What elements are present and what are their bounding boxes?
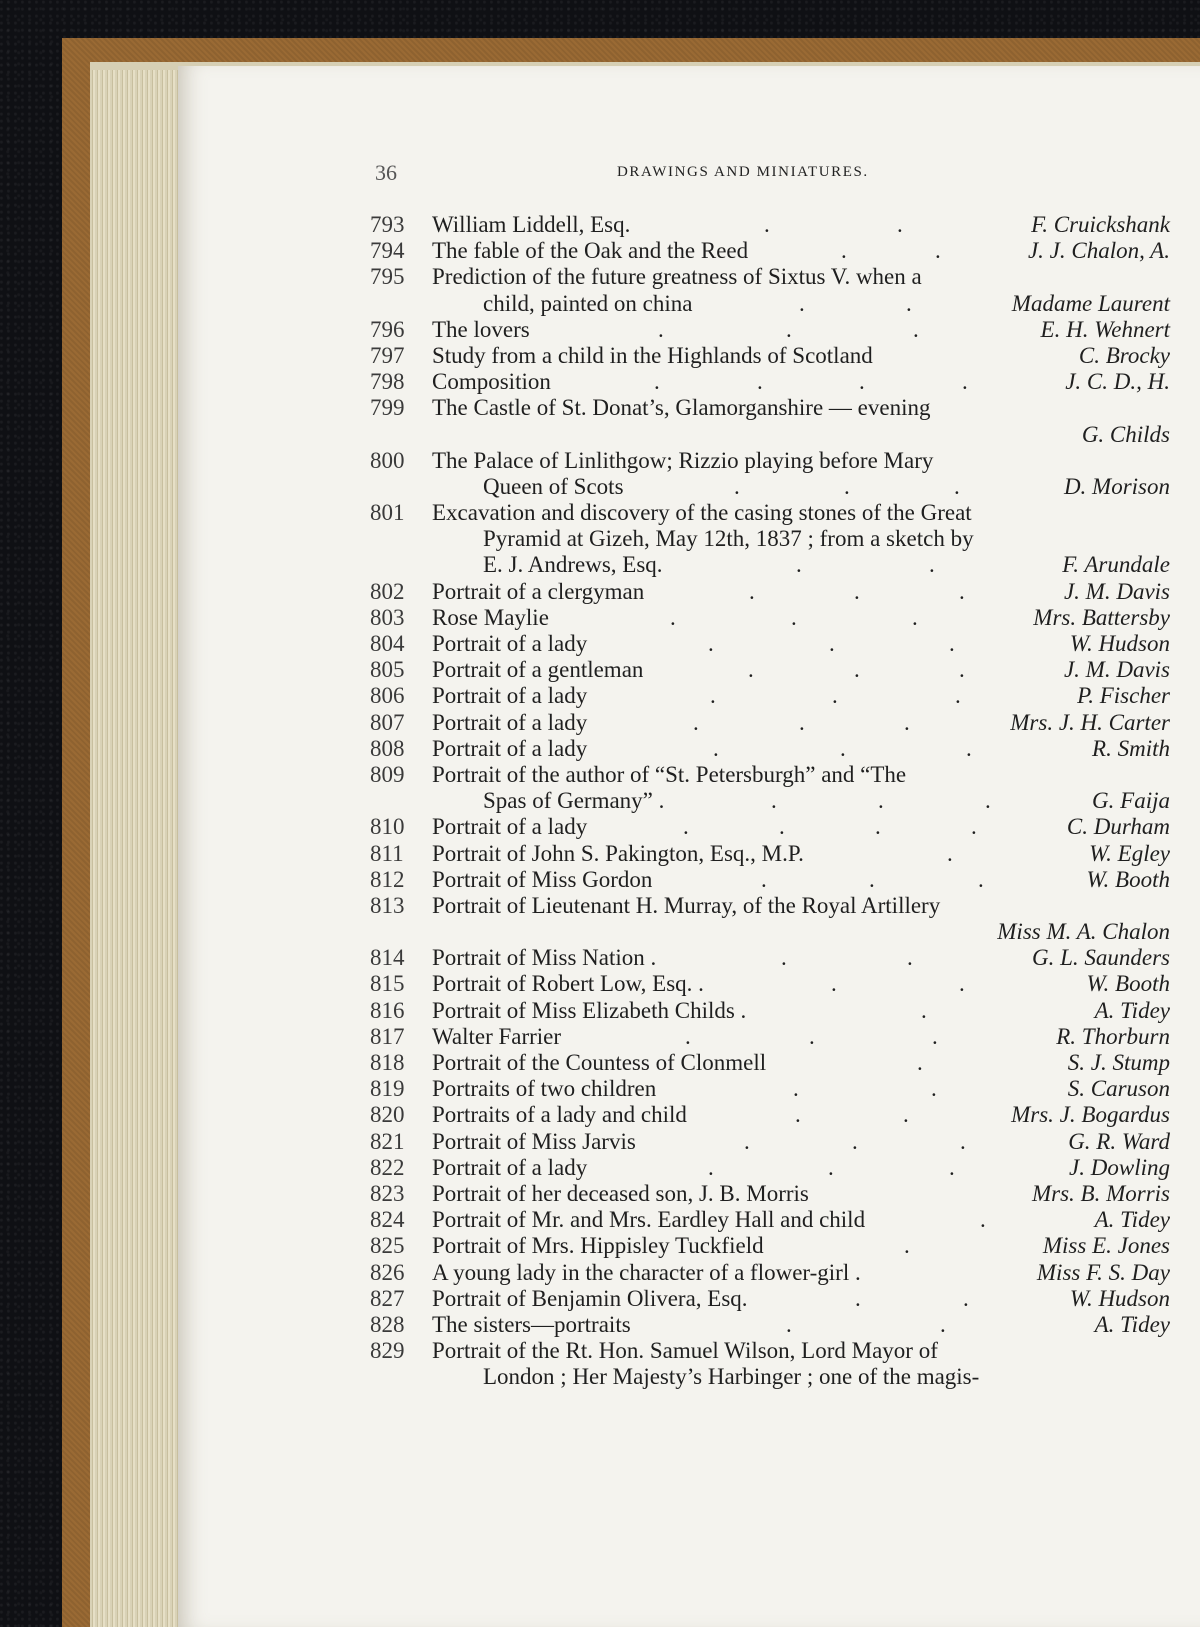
entry-number: 828 [370, 1311, 405, 1337]
leader-dot: . [831, 971, 837, 997]
entry-title: Portrait of Miss Gordon [432, 866, 653, 892]
entry-number: 810 [370, 814, 405, 840]
entry-line [370, 971, 1170, 997]
leader-dot: . [966, 735, 972, 761]
entry-number: 813 [370, 892, 405, 918]
entry-title: Portrait of a gentleman [432, 657, 644, 683]
entry-line [370, 657, 1170, 683]
entry-artist: Miss F. S. Day [1036, 1259, 1170, 1285]
leader-dot: . [799, 290, 805, 316]
entry-title: Portrait of a lady [432, 709, 588, 735]
entry-title: Excavation and discovery of the casing stones of the Great [432, 500, 972, 526]
leader-dot: . [829, 631, 835, 656]
entry-number: 806 [370, 683, 405, 709]
leader-dot: . [710, 683, 716, 709]
catalogue-entry [370, 369, 1170, 395]
entry-number: 793 [370, 212, 405, 237]
leader-dot: . [947, 840, 953, 866]
catalogue-entry [370, 814, 1170, 840]
entry-line [370, 605, 1170, 631]
entry-artist: S. Caruson [1067, 1076, 1170, 1102]
entry-number: 798 [370, 369, 405, 395]
entry-number: 824 [370, 1207, 405, 1233]
entry-artist: E. H. Wehnert [1040, 316, 1170, 342]
leader-dot: . [940, 1311, 946, 1337]
entry-number: 818 [370, 1050, 405, 1075]
leader-dot: . [954, 473, 960, 499]
entry-number: 815 [370, 971, 405, 997]
entry-line [370, 238, 1170, 264]
entry-title: child, painted on china [483, 290, 693, 316]
entry-line [370, 1338, 1170, 1364]
entry-title: Rose Maylie [432, 604, 549, 630]
leader-dot: . [912, 604, 918, 630]
entry-line [370, 1207, 1170, 1233]
leader-dot: . [658, 316, 664, 342]
entry-title: Portrait of a lady [432, 631, 588, 656]
entry-artist: A. Tidey [1094, 1311, 1170, 1337]
entry-line [370, 710, 1170, 736]
entry-artist: J. C. D., H. [1065, 369, 1170, 395]
entry-number: 795 [370, 264, 405, 290]
entry-line [370, 762, 1170, 788]
entry-title: Portrait of a lady [432, 735, 588, 761]
leader-dot: . [654, 369, 660, 395]
catalogue-entry [370, 1102, 1170, 1128]
leader-dot: . [854, 578, 860, 604]
catalogue-entry [370, 264, 1170, 316]
entry-title: William Liddell, Esq. [432, 212, 631, 237]
leader-dot: . [869, 866, 875, 892]
catalogue-entry [370, 1233, 1170, 1259]
entry-title: Portrait of Benjamin Olivera, Esq. [432, 1285, 748, 1311]
entry-title: Portrait of Lieutenant H. Murray, of the Royal Artillery [432, 892, 941, 918]
catalogue-entry [370, 1260, 1170, 1286]
leader-dot: . [904, 1233, 910, 1259]
entry-number: 829 [370, 1338, 405, 1364]
entry-title: A young lady in the character of a flower-girl . [432, 1259, 861, 1285]
entry-line [370, 867, 1170, 893]
entry-title: Portrait of a lady [432, 683, 588, 709]
catalogue-entry [370, 1181, 1170, 1207]
catalogue-entry [370, 893, 1170, 945]
entry-title: Prediction of the future greatness of Sixtus V. when a [432, 264, 922, 290]
entry-artist: G. L. Saunders [1031, 945, 1170, 971]
leader-dot: . [779, 814, 785, 840]
catalogue-entry [370, 631, 1170, 657]
entry-line [370, 212, 1170, 238]
entry-title: Portrait of the Rt. Hon. Samuel Wilson, Lord Mayor of [432, 1338, 938, 1364]
entry-title: Portrait of Miss Jarvis [432, 1128, 636, 1154]
leader-dot: . [913, 316, 919, 342]
entry-line [370, 736, 1170, 762]
leader-dot: . [683, 814, 689, 840]
catalogue-entry [370, 945, 1170, 971]
catalogue-entry [370, 1286, 1170, 1312]
leader-dot: . [749, 578, 755, 604]
entry-artist: D. Morison [1063, 473, 1170, 499]
entry-line [370, 998, 1170, 1024]
entry-title: Portrait of Miss Elizabeth Childs . [432, 997, 747, 1023]
running-title: DRAWINGS AND MINIATURES. [617, 164, 869, 180]
entry-line [370, 945, 1170, 971]
entry-artist: Mrs. Battersby [1033, 604, 1170, 630]
entry-artist: W. Hudson [1069, 1285, 1170, 1311]
entry-artist: Mrs. J. Bogardus [1011, 1102, 1170, 1128]
entry-artist: Miss E. Jones [1042, 1233, 1170, 1259]
leader-dot: . [907, 945, 913, 971]
leader-dot: . [906, 290, 912, 316]
catalogue-entry [370, 1155, 1170, 1181]
entry-number: 821 [370, 1128, 405, 1154]
entry-number: 820 [370, 1102, 405, 1128]
entry-number: 811 [370, 840, 404, 866]
entry-artist: W. Egley [1089, 840, 1170, 866]
entry-number: 827 [370, 1285, 405, 1311]
entry-line [370, 893, 1170, 919]
entry-title: The Castle of St. Donat’s, Glamorganshire — evening [432, 395, 931, 421]
leader-dot: . [799, 709, 805, 735]
entry-artist: G. Childs [1081, 421, 1170, 447]
entry-artist: C. Brocky [1078, 342, 1170, 368]
entry-title: Pyramid at Gizeh, May 12th, 1837 ; from a sketch by [483, 526, 974, 552]
entry-line [370, 317, 1170, 343]
leader-dot: . [960, 1128, 966, 1154]
entry-line [370, 1312, 1170, 1338]
entry-title: Portrait of her deceased son, J. B. Morris [432, 1180, 809, 1206]
entry-number: 823 [370, 1180, 405, 1206]
page-number: 36 [375, 160, 397, 185]
leader-dot: . [931, 1076, 937, 1102]
leader-dot: . [757, 369, 763, 395]
entry-line [370, 1102, 1170, 1128]
entry-title: Portrait of a lady [432, 814, 588, 840]
entry-artist: W. Booth [1086, 866, 1170, 892]
entry-line [370, 1155, 1170, 1181]
leader-dot: . [734, 473, 740, 499]
leader-dot: . [832, 683, 838, 709]
entry-number: 814 [370, 945, 405, 971]
entry-title: Queen of Scots [483, 473, 624, 499]
entry-artist: F. Cruickshank [1031, 212, 1170, 237]
leader-dot: . [971, 814, 977, 840]
leader-dot: . [917, 1050, 923, 1075]
entry-line [370, 500, 1170, 526]
entry-line [370, 1364, 1170, 1390]
leader-dot: . [959, 657, 965, 683]
entry-title: Portrait of a clergyman [432, 578, 645, 604]
entry-number: 826 [370, 1259, 405, 1285]
entry-artist: W. Hudson [1069, 631, 1170, 656]
entry-artist: R. Smith [1092, 735, 1170, 761]
entry-artist: J. Dowling [1069, 1154, 1170, 1180]
entry-number: 817 [370, 1023, 405, 1049]
entry-line [370, 264, 1170, 290]
entry-artist: A. Tidey [1094, 997, 1170, 1023]
entry-title: Portrait of John S. Pakington, Esq., M.P. [432, 840, 804, 866]
entry-line [370, 422, 1170, 448]
leader-dot: . [955, 683, 961, 709]
leader-dot: . [855, 1285, 861, 1311]
entry-artist: S. J. Stump [1067, 1050, 1170, 1075]
entry-artist: J. J. Chalon, A. [1027, 238, 1170, 264]
entry-number: 796 [370, 316, 405, 342]
entry-line [370, 1024, 1170, 1050]
entry-artist: G. Faija [1092, 788, 1170, 814]
catalogue-entry [370, 212, 1170, 238]
entry-number: 803 [370, 604, 405, 630]
entry-number: 825 [370, 1233, 405, 1259]
leader-dot: . [854, 657, 860, 683]
leader-dot: . [959, 578, 965, 604]
leader-dot: . [796, 552, 802, 578]
leader-dot: . [962, 369, 968, 395]
catalogue-entry [370, 867, 1170, 893]
leader-dot: . [897, 212, 903, 237]
leader-dot: . [685, 1023, 691, 1049]
entry-number: 819 [370, 1076, 405, 1102]
leader-dot: . [764, 212, 770, 237]
entry-title: The lovers [432, 316, 530, 342]
catalogue-entry [370, 1338, 1170, 1390]
entry-title: Portrait of a lady [432, 1154, 588, 1180]
entry-title: Study from a child in the Highlands of Scotland [432, 342, 873, 368]
entry-number: 797 [370, 342, 405, 368]
entry-artist: Miss M. A. Chalon [997, 919, 1170, 945]
entry-title: Composition [432, 369, 551, 395]
entry-number: 807 [370, 709, 405, 735]
catalogue-entry [370, 971, 1170, 997]
catalogue-entry [370, 998, 1170, 1024]
leader-dot: . [904, 709, 910, 735]
entry-line [370, 683, 1170, 709]
entry-number: 799 [370, 395, 405, 421]
leader-dot: . [713, 735, 719, 761]
catalogue-entry [370, 1050, 1170, 1076]
entry-title: E. J. Andrews, Esq. [483, 552, 663, 578]
leader-dot: . [781, 945, 787, 971]
leader-dot: . [844, 473, 850, 499]
catalogue-entry [370, 657, 1170, 683]
entry-artist: Mrs. J. H. Carter [1010, 709, 1170, 735]
entry-number: 800 [370, 447, 405, 473]
leader-dot: . [841, 238, 847, 264]
leader-dot: . [875, 814, 881, 840]
entry-number: 812 [370, 866, 405, 892]
entry-number: 816 [370, 997, 405, 1023]
leader-dot: . [795, 1102, 801, 1128]
entry-line [370, 526, 1170, 552]
entry-artist: R. Thorburn [1056, 1023, 1170, 1049]
leader-dot: . [935, 238, 941, 264]
entry-line [370, 919, 1170, 945]
leader-dot: . [748, 657, 754, 683]
entry-title: Portraits of two children [432, 1076, 657, 1102]
entry-line [370, 579, 1170, 605]
leader-dot: . [786, 1311, 792, 1337]
entry-line [370, 448, 1170, 474]
entry-number: 809 [370, 761, 405, 787]
entry-line [370, 343, 1170, 369]
entry-artist: A. Tidey [1094, 1207, 1170, 1233]
entry-line [370, 788, 1170, 814]
catalogue-entry [370, 1024, 1170, 1050]
entry-artist: J. M. Davis [1063, 578, 1170, 604]
catalogue-entry [370, 841, 1170, 867]
catalogue-entry [370, 579, 1170, 605]
entry-title: Portrait of the Countess of Clonmell [432, 1050, 767, 1075]
leader-dot: . [809, 1023, 815, 1049]
entry-title: Walter Farrier [432, 1023, 562, 1049]
entry-line [370, 1181, 1170, 1207]
leader-dot: . [761, 866, 767, 892]
leader-dot: . [840, 735, 846, 761]
entry-number: 805 [370, 657, 405, 683]
leader-dot: . [828, 1154, 834, 1180]
leader-dot: . [859, 369, 865, 395]
entry-title: Portrait of Miss Nation . [432, 945, 657, 971]
leader-dot: . [929, 552, 935, 578]
catalogue-entry [370, 736, 1170, 762]
entry-artist: G. R. Ward [1068, 1128, 1170, 1154]
entry-artist: P. Fischer [1077, 683, 1170, 709]
entry-number: 802 [370, 578, 405, 604]
entry-title: The Palace of Linlithgow; Rizzio playing before Mary [432, 447, 934, 473]
catalogue-entry [370, 1312, 1170, 1338]
leader-dot: . [932, 1023, 938, 1049]
entry-title: Portrait of Robert Low, Esq. . [432, 971, 704, 997]
entry-line [370, 841, 1170, 867]
entry-line [370, 1286, 1170, 1312]
page-header [375, 160, 905, 190]
entry-number: 822 [370, 1154, 405, 1180]
entry-artist: F. Arundale [1062, 552, 1170, 578]
leader-dot: . [771, 788, 777, 814]
leader-dot: . [963, 1285, 969, 1311]
catalogue-entry [370, 1129, 1170, 1155]
entry-line [370, 1260, 1170, 1286]
catalogue-entry [370, 317, 1170, 343]
catalogue-entries [370, 212, 1170, 1390]
entry-title: Portrait of Mr. and Mrs. Eardley Hall and child [432, 1207, 866, 1233]
leader-dot: . [791, 604, 797, 630]
catalogue-entry [370, 710, 1170, 736]
entry-title: The fable of the Oak and the Reed [432, 238, 749, 264]
leader-dot: . [744, 1128, 750, 1154]
entry-number: 801 [370, 500, 405, 526]
entry-line [370, 474, 1170, 500]
leader-dot: . [985, 788, 991, 814]
catalogue-entry [370, 762, 1170, 814]
leader-dot: . [959, 971, 965, 997]
entry-line [370, 1050, 1170, 1076]
leader-dot: . [793, 1076, 799, 1102]
entry-title: Portrait of the author of “St. Petersburgh” and “The [432, 761, 907, 787]
entry-title: The sisters—portraits [432, 1311, 631, 1337]
entry-line [370, 1233, 1170, 1259]
entry-title: Portraits of a lady and child [432, 1102, 687, 1128]
entry-line [370, 395, 1170, 421]
leader-dot: . [708, 631, 714, 656]
entry-line [370, 291, 1170, 317]
leader-dot: . [980, 1207, 986, 1233]
entry-line [370, 369, 1170, 395]
entry-artist: Madame Laurent [1011, 290, 1170, 316]
entry-title: London ; Her Majesty’s Harbinger ; one of the magis- [483, 1364, 980, 1390]
catalogue-entry [370, 683, 1170, 709]
catalogue-entry [370, 605, 1170, 631]
catalogue-entry [370, 238, 1170, 264]
catalogue-entry [370, 395, 1170, 447]
leader-dot: . [949, 631, 955, 656]
leader-dot: . [693, 709, 699, 735]
entry-artist: Mrs. B. Morris [1031, 1180, 1170, 1206]
entry-line [370, 1076, 1170, 1102]
leader-dot: . [978, 866, 984, 892]
leader-dot: . [903, 1102, 909, 1128]
entry-artist: C. Durham [1066, 814, 1170, 840]
entry-line [370, 814, 1170, 840]
entry-number: 794 [370, 238, 405, 264]
entry-line [370, 1129, 1170, 1155]
entry-title: Spas of Germany” . [483, 788, 665, 814]
leader-dot: . [708, 1154, 714, 1180]
entry-title: Portrait of Mrs. Hippisley Tuckfield [432, 1233, 764, 1259]
catalogue-entry [370, 343, 1170, 369]
entry-number: 808 [370, 735, 405, 761]
catalogue-entry [370, 1076, 1170, 1102]
leader-dot: . [921, 997, 927, 1023]
entry-line [370, 631, 1170, 657]
leader-dot: . [949, 1154, 955, 1180]
entry-number: 804 [370, 631, 405, 656]
leader-dot: . [852, 1128, 858, 1154]
entry-artist: J. M. Davis [1063, 657, 1170, 683]
catalogue-entry [370, 448, 1170, 500]
leader-dot: . [786, 316, 792, 342]
catalogue-entry [370, 1207, 1170, 1233]
leader-dot: . [878, 788, 884, 814]
entry-line [370, 552, 1170, 578]
catalogue-entry [370, 500, 1170, 579]
entry-artist: W. Booth [1086, 971, 1170, 997]
leader-dot: . [670, 604, 676, 630]
